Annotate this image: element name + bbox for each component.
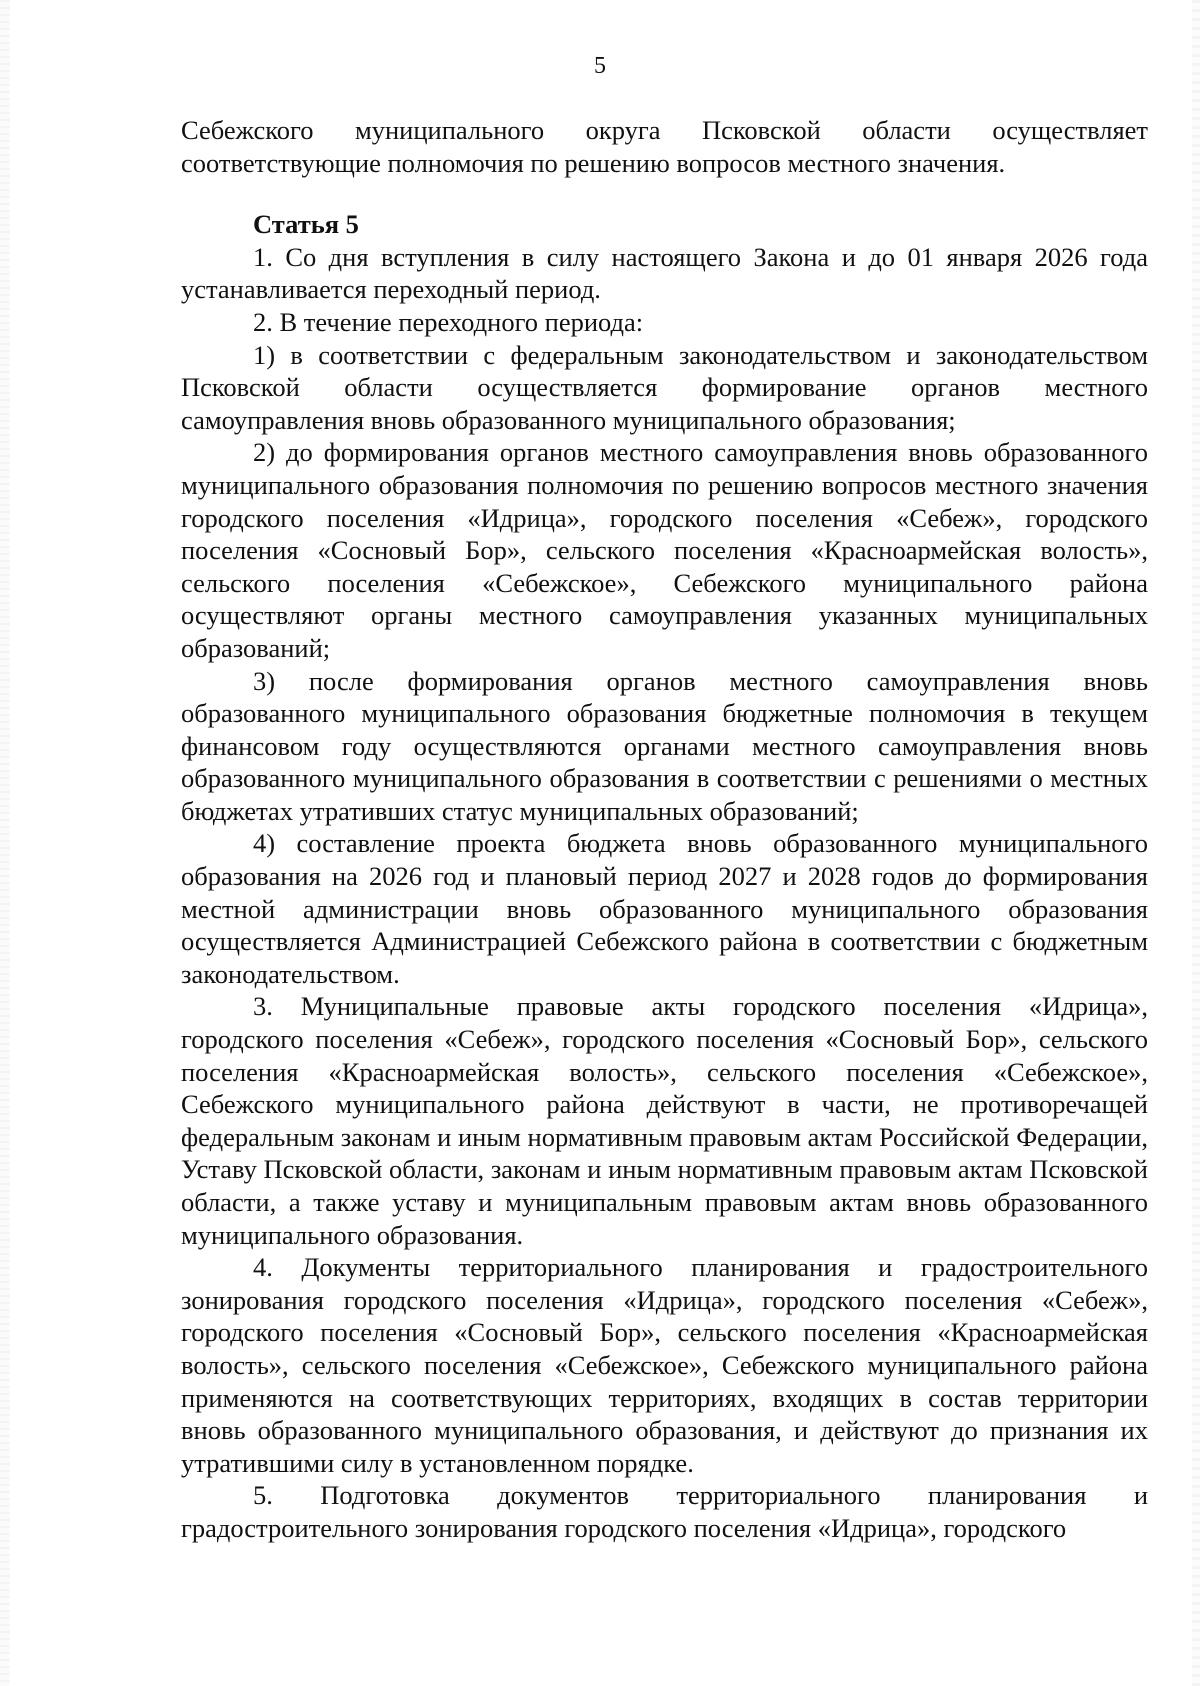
scan-edge-left xyxy=(0,0,10,1686)
article-subitem-1: 1) в соответствии с федеральным законодательством и законодательством Псковской области осуществляется формирование органов местного самоуправления вновь образованного муниципального образования; xyxy=(181,339,1148,435)
intro-paragraph: Себежского муниципального округа Псковской области осуществляет соответствующие полномочия по решению вопросов местного значения. xyxy=(181,115,1148,178)
article-subitem-4: 4) составление проекта бюджета вновь образованного муниципального образования на 2026 год и плановый период 2027 и 2028 годов до формирования местной администрации вновь образованного муниципального образования осуществляется Администрацией Себежского района в соответствии с бюджетным законодательством. xyxy=(181,828,1148,989)
document-body xyxy=(181,114,1148,1545)
article-heading: Статья 5 xyxy=(253,209,359,240)
article-subitem-3: 3) после формирования органов местного самоуправления вновь образованного муниципального образования бюджетные полномочия в текущем финансовом году осуществляются органами местного самоуправления вновь образованного муниципального образования в соответствии с решениями о местных бюджетах утративших статус муниципальных образований; xyxy=(181,665,1148,826)
article-paragraph-2: 2. В течение переходного периода: xyxy=(253,306,644,337)
scan-edge-right xyxy=(1192,0,1200,1686)
article-paragraph-3: 3. Муниципальные правовые акты городского поселения «Идрица», городского поселения «Себеж», городского поселения «Сосновый Бор», сельского поселения «Красноармейская волость», сельского поселения «Себежское», Себежского муниципального района действуют в части, не противоречащей федеральным законам и иным нормативным правовым актам Российской Федерации, Уставу Псковской области, законам и иным нормативным правовым актам Псковской области, а также уставу и муниципальным правовым актам вновь образованного муниципального образования. xyxy=(181,991,1148,1250)
article-subitem-2: 2) до формирования органов местного самоуправления вновь образованного муниципального образования полномочия по решению вопросов местного значения городского поселения «Идрица», городского поселения «Себеж», городского поселения «Сосновый Бор», сельского поселения «Красноармейская волость», сельского поселения «Себежское», Себежского муниципального района осуществляют органы местного самоуправления указанных муниципальных образований; xyxy=(181,437,1148,663)
article-paragraph-1: 1. Со дня вступления в силу настоящего Закона и до 01 января 2026 года устанавливается переходный период. xyxy=(181,241,1148,305)
article-paragraph-4: 4. Документы территориального планирования и градостроительного зонирования городского поселения «Идрица», городского поселения «Себеж», городского поселения «Сосновый Бор», сельского поселения «Красноармейская волость», сельского поселения «Себежское», Себежского муниципального района применяются на соответствующих территориях, входящих в состав территории вновь образованного муниципального образования, и действуют до признания их утратившими силу в установленном порядке. xyxy=(181,1252,1148,1478)
article-paragraph-5: 5. Подготовка документов территориального планирования и градостроительного зонирования городского поселения «Идрица», городского xyxy=(181,1480,1148,1543)
page-number: 5 xyxy=(594,53,606,79)
